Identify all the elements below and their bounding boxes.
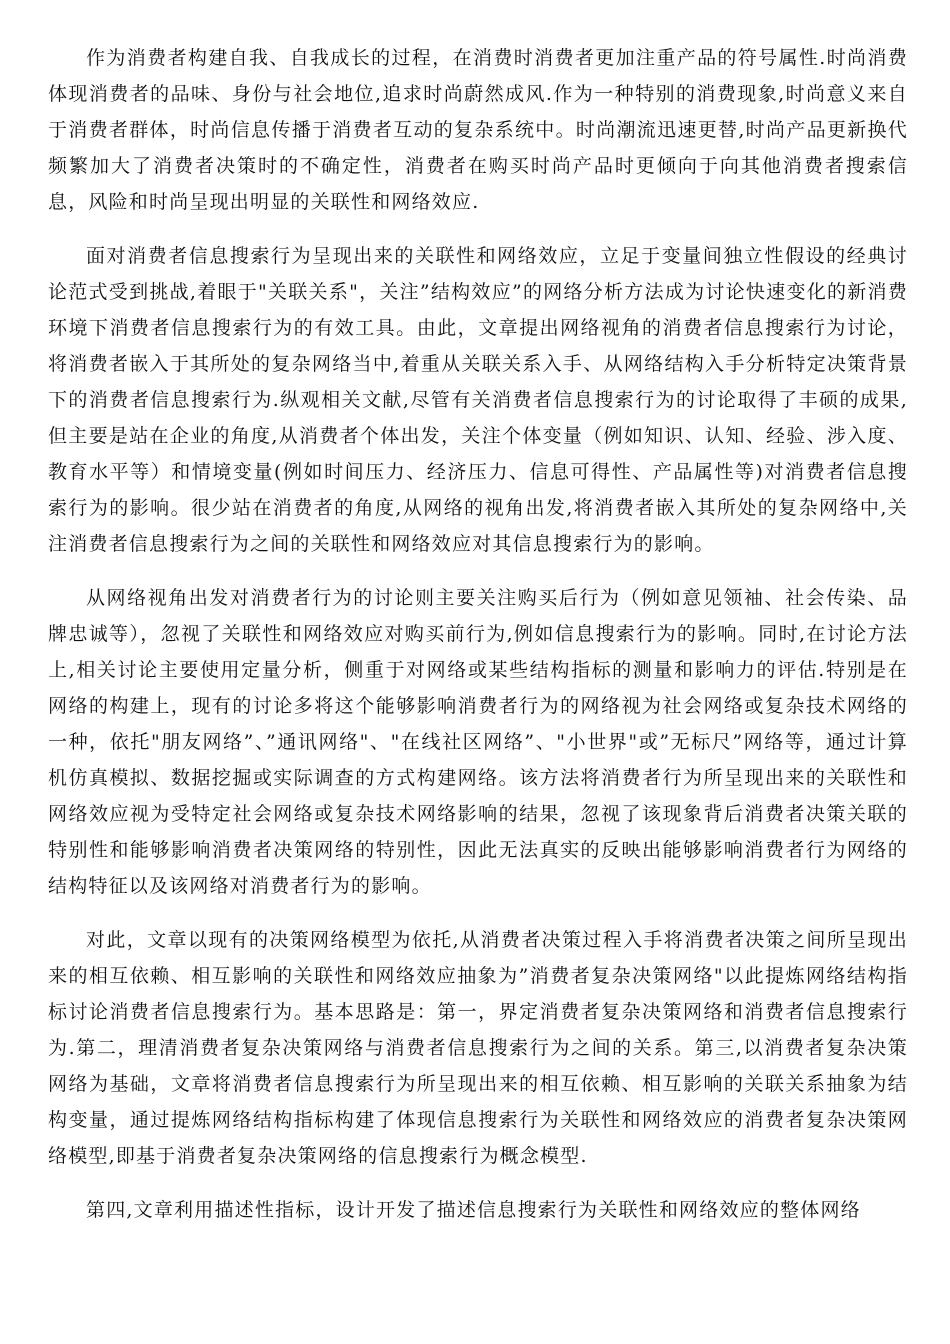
paragraph-1: 作为消费者构建自我、自我成长的过程，在消费时消费者更加注重产品的符号属性.时尚消费体现消费者的品味、身份与社会地位,追求时尚蔚然成风.作为一种特别的消费现象,时尚意义来自于消费者群体，时尚信息传播于消费者互动的复杂系统中。时尚潮流迅速更替,时尚产品更新换代频繁加大了消费者决策时的不确定性，消费者在购买时尚产品时更倾向于向其他消费者搜索信息，风险和时尚呈现出明显的关联性和网络效应. [48, 47, 908, 213]
paragraph-2: 面对消费者信息搜索行为呈现出来的关联性和网络效应，立足于变量间独立性假设的经典讨论范式受到挑战,着眼于"关联关系"，关注”结构效应”的网络分析方法成为讨论快速变化的新消费环境下消费者信息搜索行为的有效工具。由此，文章提出网络视角的消费者信息搜索行为讨论，将消费者嵌入于其所处的复杂网络当中,着重从关联关系入手、从网络结构入手分析特定决策背景下的消费者信息搜索行为.纵观相关文献,尽管有关消费者信息搜索行为的讨论取得了丰硕的成果,但主要是站在企业的角度,从消费者个体出发，关注个体变量（例如知识、认知、经验、涉入度、教育水平等）和情境变量(例如时间压力、经济压力、信息可得性、产品属性等)对消费者信息搜索行为的影响。很少站在消费者的角度,从网络的视角出发,将消费者嵌入其所处的复杂网络中,关注消费者信息搜索行为之间的关联性和网络效应对其信息搜索行为的影响。 [48, 245, 908, 555]
document-page [48, 40, 908, 1228]
paragraph-3: 从网络视角出发对消费者行为的讨论则主要关注购买后行为（例如意见领袖、社会传染、品牌忠诚等），忽视了关联性和网络效应对购买前行为,例如信息搜索行为的影响。同时,在讨论方法上,相关讨论主要使用定量分析，侧重于对网络或某些结构指标的测量和影响力的评估.特别是在网络的构建上，现有的讨论多将这个能够影响消费者行为的网络视为社会网络或复杂技术网络的一种，依托"朋友网络”、”通讯网络"、"在线社区网络”、"小世界"或”无标尺”网络等，通过计算机仿真模拟、数据挖掘或实际调查的方式构建网络。该方法将消费者行为所呈现出来的关联性和网络效应视为受特定社会网络或复杂技术网络影响的结果，忽视了该现象背后消费者决策关联的特别性和能够影响消费者决策网络的特别性，因此无法真实的反映出能够影响消费者行为网络的结构特征以及该网络对消费者行为的影响。 [48, 587, 908, 897]
paragraph-5: 第四,文章利用描述性指标，设计开发了描述信息搜索行为关联性和网络效应的整体网络 [86, 1199, 861, 1221]
paragraph-4: 对此，文章以现有的决策网络模型为依托,从消费者决策过程入手将消费者决策之间所呈现出来的相互依赖、相互影响的关联性和网络效应抽象为”消费者复杂决策网络"以此提炼网络结构指标讨论消费者信息搜索行为。基本思路是：第一，界定消费者复杂决策网络和消费者信息搜索行为.第二，理清消费者复杂决策网络与消费者信息搜索行为之间的关系。第三,以消费者复杂决策网络为基础，文章将消费者信息搜索行为所呈现出来的相互依赖、相互影响的关联关系抽象为结构变量，通过提炼网络结构指标构建了体现信息搜索行为关联性和网络效应的消费者复杂决策网络模型,即基于消费者复杂决策网络的信息搜索行为概念模型. [48, 929, 908, 1167]
